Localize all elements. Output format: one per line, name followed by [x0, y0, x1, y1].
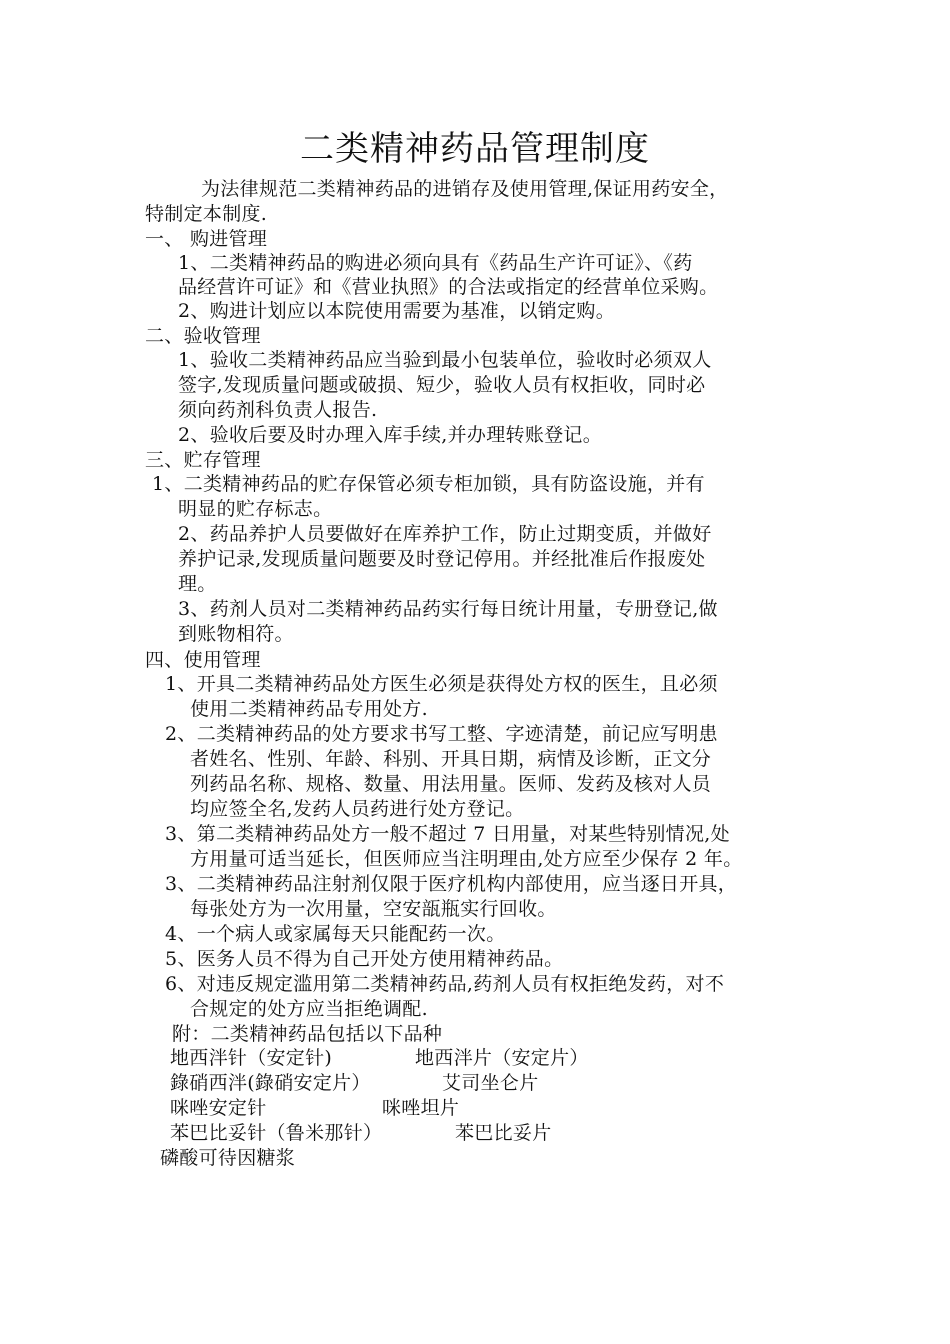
appendix-item: 錄硝西泮(錄硝安定片）	[170, 1072, 371, 1094]
section-line: 者姓名、性别、年龄、科别、开具日期，病情及诊断，正文分	[190, 748, 712, 770]
appendix-heading: 附：二类精神药品包括以下品种	[172, 1023, 443, 1045]
appendix-item: 苯巴比妥针（鲁米那针）	[170, 1122, 383, 1144]
section-line: 须向药剂科负责人报告.	[178, 399, 378, 421]
section-line: 1、开具二类精神药品处方医生必须是获得处方权的医生，且必须	[165, 673, 718, 695]
section-line: 3、二类精神药品注射剂仅限于医疗机构内部使用，应当逐日开具，	[165, 873, 738, 895]
page-title: 二类精神药品管理制度	[300, 129, 650, 169]
section-line: 合规定的处方应当拒绝调配.	[190, 998, 428, 1020]
section-line: 签字,发现质量问题或破损、短少，验收人员有权拒收，同时必	[178, 374, 706, 396]
section-line: 理。	[178, 573, 217, 595]
appendix-item: 咪唑安定针	[170, 1097, 267, 1119]
intro-line: 为法律规范二类精神药品的进销存及使用管理,保证用药安全，	[201, 178, 729, 200]
section-heading: 二、验收管理	[145, 325, 261, 347]
section-line: 2、验收后要及时办理入库手续,并办理转账登记。	[178, 424, 603, 446]
section-line: 均应签全名,发药人员药进行处方登记。	[190, 798, 525, 820]
section-line: 2、购进计划应以本院使用需要为基准，以销定购。	[178, 300, 615, 322]
section-line: 6、对违反规定滥用第二类精神药品,药剂人员有权拒绝发药，对不	[165, 973, 725, 995]
appendix-item: 地西泮片（安定片）	[415, 1047, 589, 1069]
section-line: 使用二类精神药品专用处方.	[190, 698, 428, 720]
section-line: 4、一个病人或家属每天只能配药一次。	[165, 923, 506, 945]
section-line: 5、医务人员不得为自己开处方使用精神药品。	[165, 948, 564, 970]
section-line: 3、药剂人员对二类精神药品药实行每日统计用量，专册登记,做	[178, 598, 718, 620]
section-heading: 四、使用管理	[145, 649, 261, 671]
section-line: 1、二类精神药品的贮存保管必须专柜加锁，具有防盗设施，并有	[152, 473, 705, 495]
section-line: 3、第二类精神药品处方一般不超过 7 日用量，对某些特别情况,处	[165, 823, 730, 845]
appendix-item: 艾司坐仑片	[442, 1072, 539, 1094]
appendix-item: 地西泮针（安定针)	[170, 1047, 333, 1069]
appendix-item: 苯巴比妥片	[455, 1122, 552, 1144]
section-line: 1、二类精神药品的购进必须向具有《药品生产许可证》、《药	[178, 252, 693, 274]
appendix-item: 磷酸可待因糖浆	[160, 1147, 296, 1169]
section-line: 养护记录,发现质量问题要及时登记停用。并经批准后作报废处	[178, 548, 706, 570]
section-line: 方用量可适当延长，但医师应当注明理由,处方应至少保存 2 年。	[190, 848, 743, 870]
appendix-item: 咪唑坦片	[382, 1097, 460, 1119]
section-heading: 一、 购进管理	[145, 228, 268, 250]
section-heading: 三、贮存管理	[145, 449, 261, 471]
section-line: 1、验收二类精神药品应当验到最小包装单位，验收时必须双人	[178, 349, 712, 371]
intro-line: 特制定本制度.	[145, 203, 268, 225]
section-line: 明显的贮存标志。	[178, 498, 333, 520]
section-line: 2、二类精神药品的处方要求书写工整、字迹清楚，前记应写明患	[165, 723, 718, 745]
section-line: 品经营许可证》和《营业执照》的合法或指定的经营单位采购。	[178, 276, 719, 298]
section-line: 2、药品养护人员要做好在库养护工作，防止过期变质，并做好	[178, 523, 712, 545]
section-line: 到账物相符。	[178, 623, 294, 645]
section-line: 每张处方为一次用量，空安瓿瓶实行回收。	[190, 898, 557, 920]
section-line: 列药品名称、规格、数量、用法用量。医师、发药及核对人员	[190, 773, 712, 795]
